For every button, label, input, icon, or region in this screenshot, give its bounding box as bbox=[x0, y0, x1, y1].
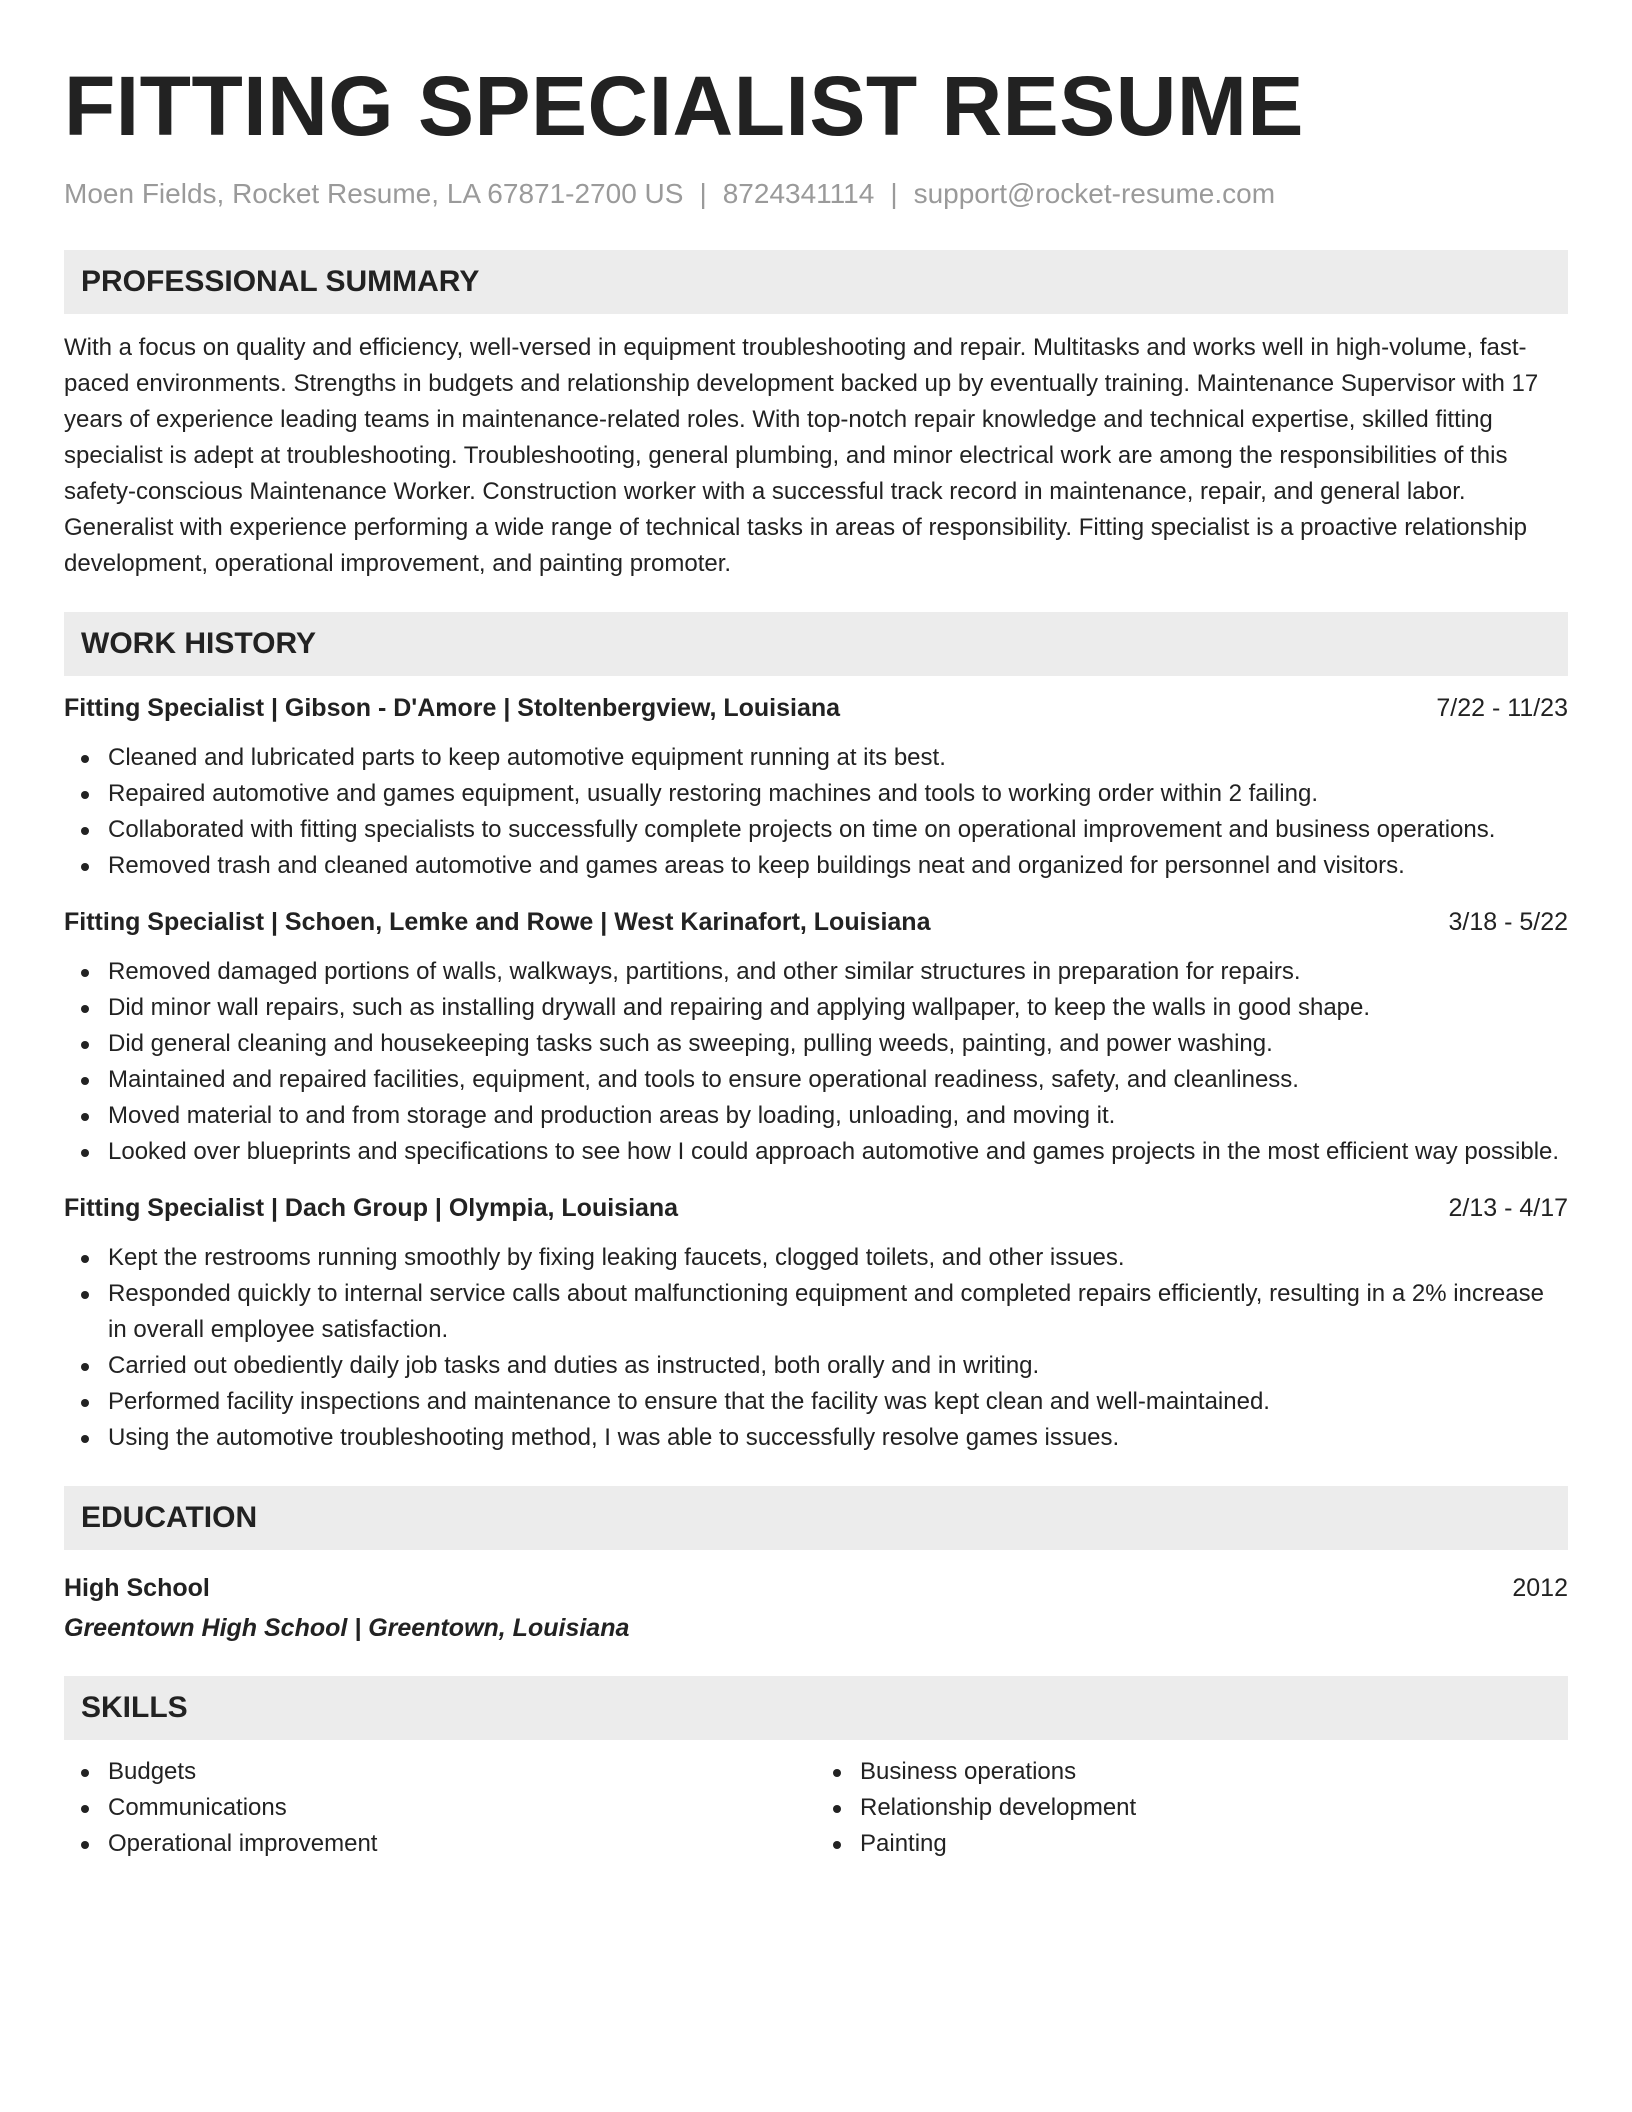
skill-item: Business operations bbox=[816, 1754, 1568, 1790]
education-section bbox=[64, 1486, 1568, 1646]
job-bullet: Kept the restrooms running smoothly by fixing leaking faucets, clogged toilets, and other issues. bbox=[64, 1240, 1568, 1276]
contact-phone: 8724341114 bbox=[722, 178, 875, 209]
job-entry bbox=[64, 1190, 1568, 1456]
skills-list bbox=[64, 1754, 816, 1862]
job-bullet: Responded quickly to internal service calls about malfunctioning equipment and completed repairs efficiently, resulting in a 2% increase in overall employee satisfaction. bbox=[64, 1276, 1568, 1348]
skill-item: Budgets bbox=[64, 1754, 816, 1790]
job-bullets bbox=[64, 740, 1568, 884]
work-history-section bbox=[64, 612, 1568, 1456]
skill-item: Operational improvement bbox=[64, 1826, 816, 1862]
job-bullet: Looked over blueprints and specifications to see how I could approach automotive and games projects in the most efficient way possible. bbox=[64, 1134, 1568, 1170]
job-bullet: Moved material to and from storage and production areas by loading, unloading, and moving it. bbox=[64, 1098, 1568, 1134]
job-dates: 3/18 - 5/22 bbox=[1448, 908, 1568, 936]
education-header bbox=[64, 1570, 1568, 1606]
job-bullet: Maintained and repaired facilities, equipment, and tools to ensure operational readiness, safety, and cleanliness. bbox=[64, 1062, 1568, 1098]
skills-heading: SKILLS bbox=[64, 1676, 1568, 1740]
job-entry bbox=[64, 690, 1568, 884]
job-title: Fitting Specialist | Dach Group | Olympia, Louisiana bbox=[64, 1194, 679, 1222]
skill-item: Relationship development bbox=[816, 1790, 1568, 1826]
job-bullet: Removed trash and cleaned automotive and games areas to keep buildings neat and organized for personnel and visitors. bbox=[64, 848, 1568, 884]
job-bullet: Cleaned and lubricated parts to keep automotive equipment running at its best. bbox=[64, 740, 1568, 776]
job-dates: 7/22 - 11/23 bbox=[1436, 694, 1568, 722]
skills-section bbox=[64, 1676, 1568, 1862]
job-entry bbox=[64, 904, 1568, 1170]
contact-line bbox=[64, 176, 1568, 212]
skill-item: Communications bbox=[64, 1790, 816, 1826]
resume-title: FITTING SPECIALIST RESUME bbox=[64, 59, 1304, 153]
job-header bbox=[64, 904, 1568, 940]
job-title: Fitting Specialist | Schoen, Lemke and Rowe | West Karinafort, Louisiana bbox=[64, 908, 931, 936]
skills-column-left bbox=[64, 1754, 816, 1862]
education-school: Greentown High School | Greentown, Louisiana bbox=[64, 1614, 630, 1642]
job-bullets bbox=[64, 954, 1568, 1170]
contact-separator: | bbox=[890, 178, 898, 209]
work-history-heading: WORK HISTORY bbox=[64, 612, 1568, 676]
job-bullet: Did general cleaning and housekeeping tasks such as sweeping, pulling weeds, painting, and power washing. bbox=[64, 1026, 1568, 1062]
job-bullet: Removed damaged portions of walls, walkways, partitions, and other similar structures in preparation for repairs. bbox=[64, 954, 1568, 990]
summary-heading: PROFESSIONAL SUMMARY bbox=[64, 250, 1568, 314]
job-bullet: Carried out obediently daily job tasks and duties as instructed, both orally and in writing. bbox=[64, 1348, 1568, 1384]
education-degree: High School bbox=[64, 1574, 210, 1602]
job-header bbox=[64, 1190, 1568, 1226]
contact-email: support@rocket-resume.com bbox=[913, 178, 1276, 209]
job-title: Fitting Specialist | Gibson - D'Amore | Stoltenbergview, Louisiana bbox=[64, 694, 841, 722]
summary-text: With a focus on quality and efficiency, well-versed in equipment troubleshooting and repair. Multitasks and works well in high-volume, fast-paced environments. Strengths in budgets and relationship development backed up by eventually training. Maintenance Supervisor with 17 years of experience leading teams in maintenance-related roles. With top-notch repair knowledge and technical expertise, skilled fitting specialist is adept at troubleshooting. Troubleshooting, general plumbing, and minor electrical work are among the responsibilities of this safety-conscious Maintenance Worker. Construction worker with a successful track record in maintenance, repair, and general labor. Generalist with experience performing a wide range of technical tasks in areas of responsibility. Fitting specialist is a proactive relationship development, operational improvement, and painting promoter. bbox=[64, 334, 1539, 577]
summary-section bbox=[64, 250, 1568, 582]
job-dates: 2/13 - 4/17 bbox=[1448, 1194, 1568, 1222]
contact-separator: | bbox=[699, 178, 707, 209]
job-bullet: Collaborated with fitting specialists to successfully complete projects on time on operational improvement and business operations. bbox=[64, 812, 1568, 848]
skills-column-right bbox=[816, 1754, 1568, 1862]
contact-address: Moen Fields, Rocket Resume, LA 67871-2700 US bbox=[64, 178, 684, 209]
job-bullet: Repaired automotive and games equipment, usually restoring machines and tools to working order within 2 failing. bbox=[64, 776, 1568, 812]
job-header bbox=[64, 690, 1568, 726]
job-bullet: Did minor wall repairs, such as installing drywall and repairing and applying wallpaper, to keep the walls in good shape. bbox=[64, 990, 1568, 1026]
job-bullet: Using the automotive troubleshooting method, I was able to successfully resolve games issues. bbox=[64, 1420, 1568, 1456]
job-bullet: Performed facility inspections and maintenance to ensure that the facility was kept clean and well-maintained. bbox=[64, 1384, 1568, 1420]
education-year: 2012 bbox=[1512, 1574, 1568, 1602]
job-bullets bbox=[64, 1240, 1568, 1456]
education-heading: EDUCATION bbox=[64, 1486, 1568, 1550]
skills-list bbox=[816, 1754, 1568, 1862]
skills-grid bbox=[64, 1754, 1568, 1862]
skill-item: Painting bbox=[816, 1826, 1568, 1862]
